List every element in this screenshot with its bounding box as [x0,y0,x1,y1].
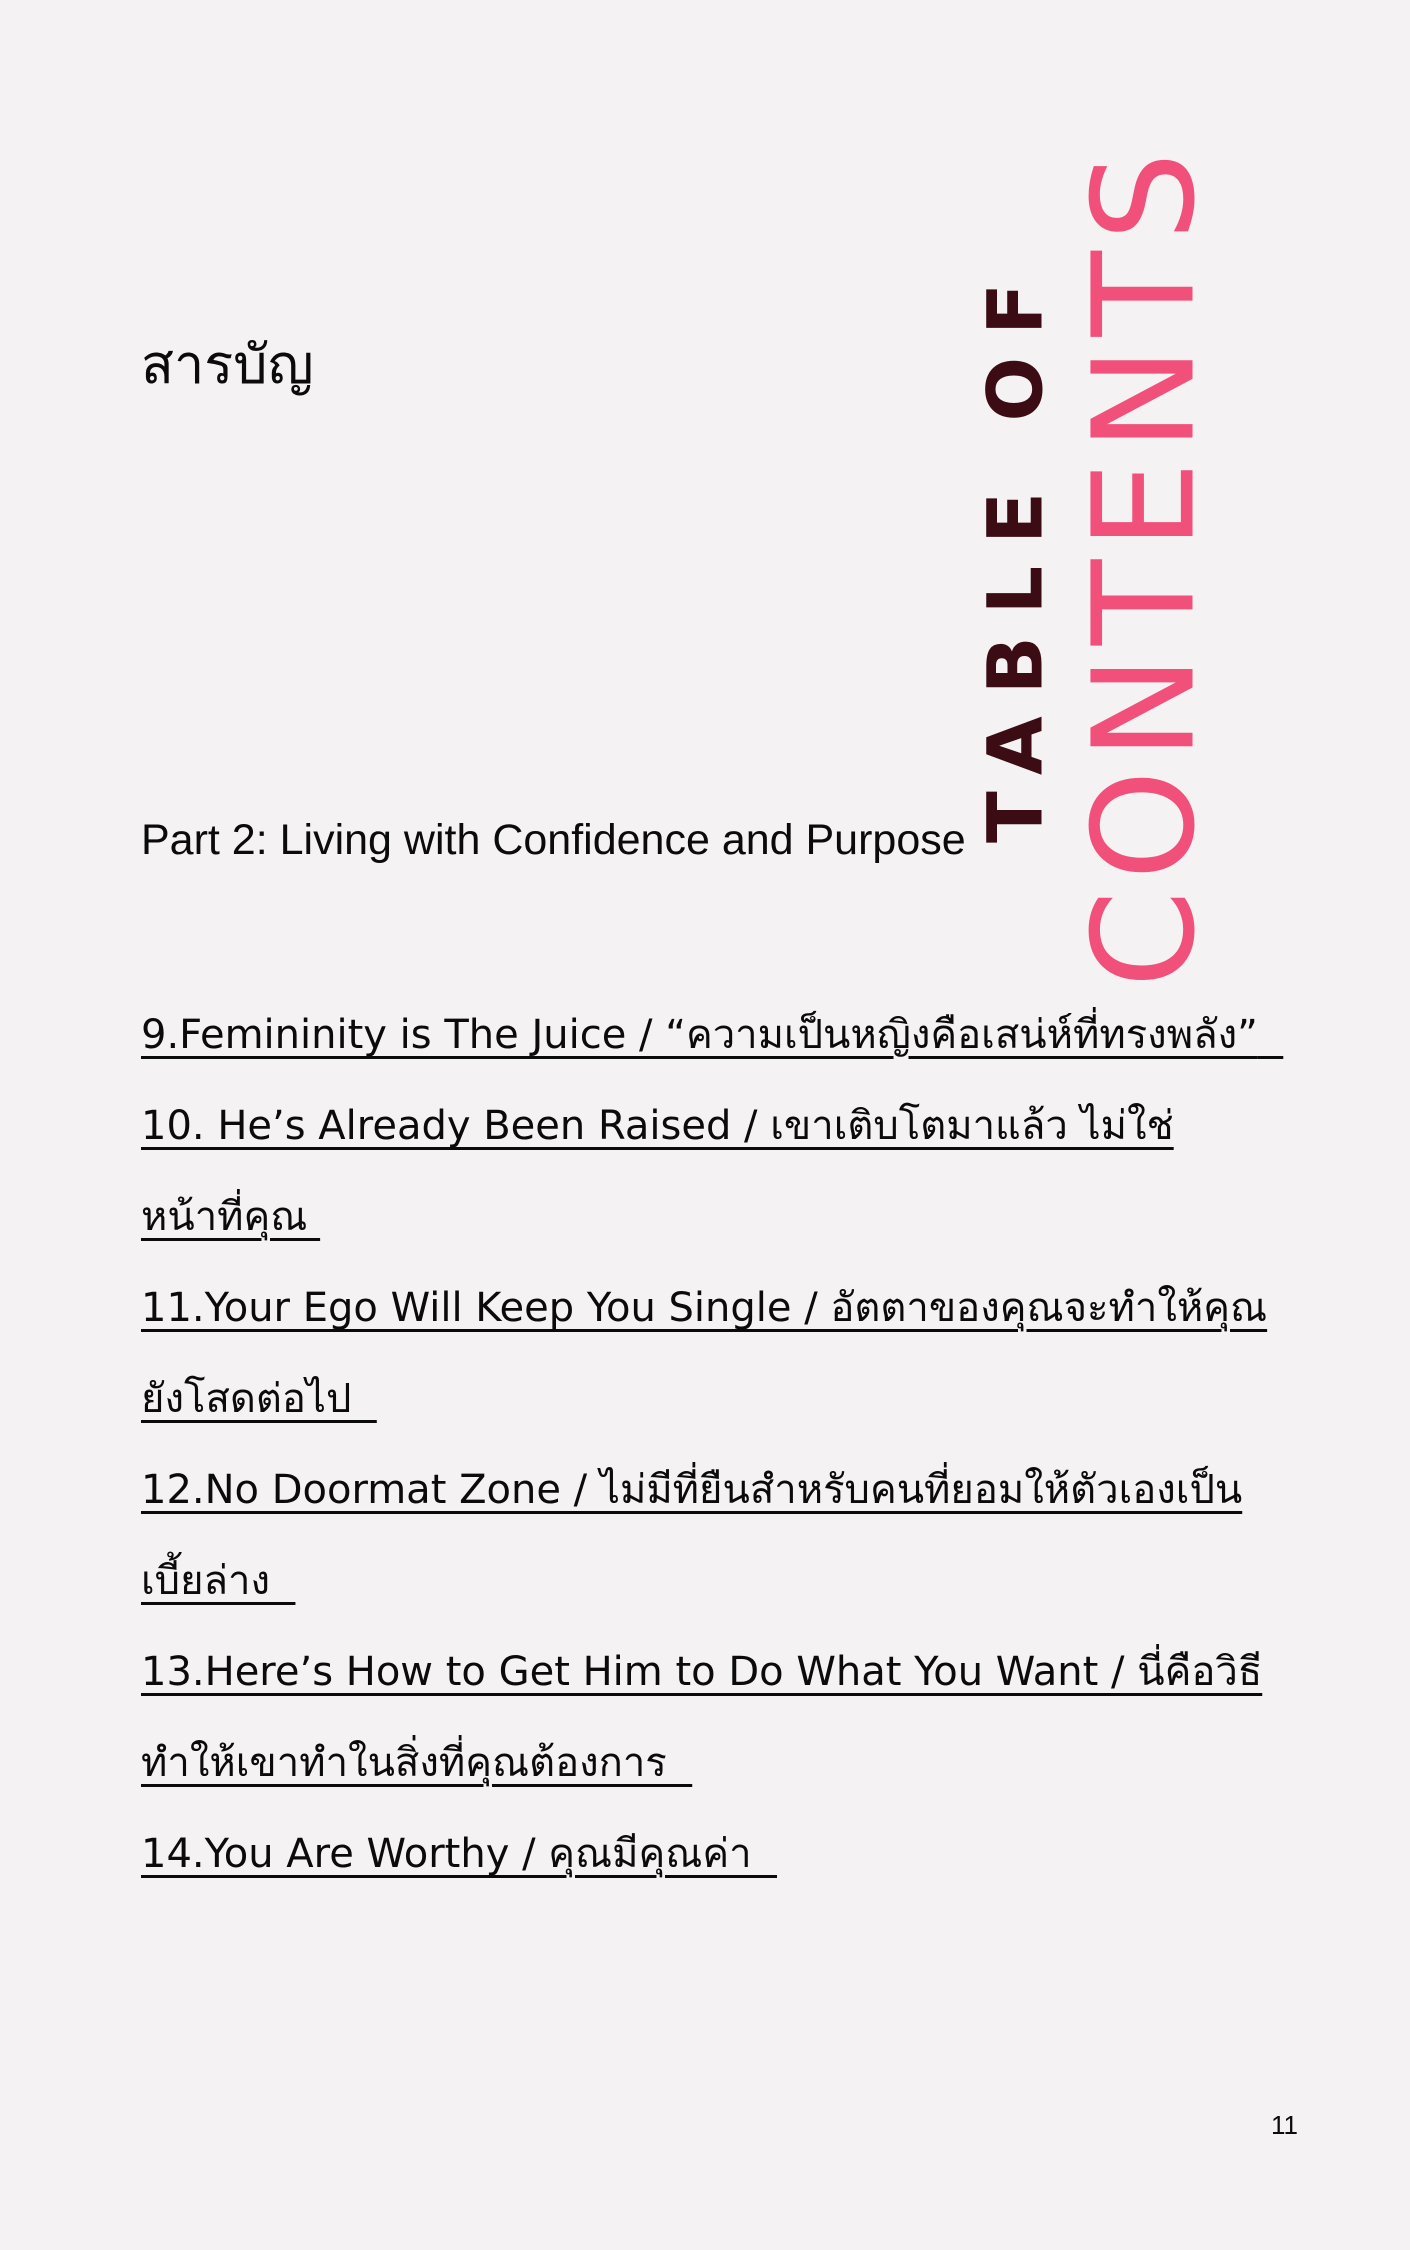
vertical-title [960,130,1227,1000]
part-heading: Part 2: Living with Confidence and Purpose [141,816,966,864]
vertical-title-table-of-text: TABLE OF [970,260,1060,844]
toc-link-10[interactable]: 10. He’s Already Been Raised / เขาเติบโตมาแล้ว ไม่ใช่หน้าที่คุณ [141,1103,1174,1240]
toc-link-9[interactable]: 9.Femininity is The Juice / “ความเป็นหญิงคือเสน่ห์ที่ทรงพลัง” [141,1012,1284,1058]
toc-link-14[interactable]: 14.You Are Worthy / คุณมีคุณค่า [141,1831,778,1877]
toc-link-12[interactable]: 12.No Doormat Zone / ไม่มีที่ยืนสำหรับคนที่ยอมให้ตัวเองเป็นเบี้ยล่าง [141,1467,1243,1604]
toc-link-13[interactable]: 13.Here’s How to Get Him to Do What You Want / นี่คือวิธีทำให้เขาทำในสิ่งที่คุณต้องการ [141,1649,1263,1786]
table-of-contents-list [141,990,1284,1900]
vertical-title-table-of [960,130,1070,1000]
vertical-title-contents-text: CONTENTS [1063,142,1227,988]
toc-link-11[interactable]: 11.Your Ego Will Keep You Single / อัตตาของคุณจะทำให้คุณยังโสดต่อไป [141,1285,1268,1422]
page-number: 11 [1271,2110,1298,2140]
thai-title: สารบัญ [141,333,314,396]
vertical-title-contents [1063,130,1227,1000]
